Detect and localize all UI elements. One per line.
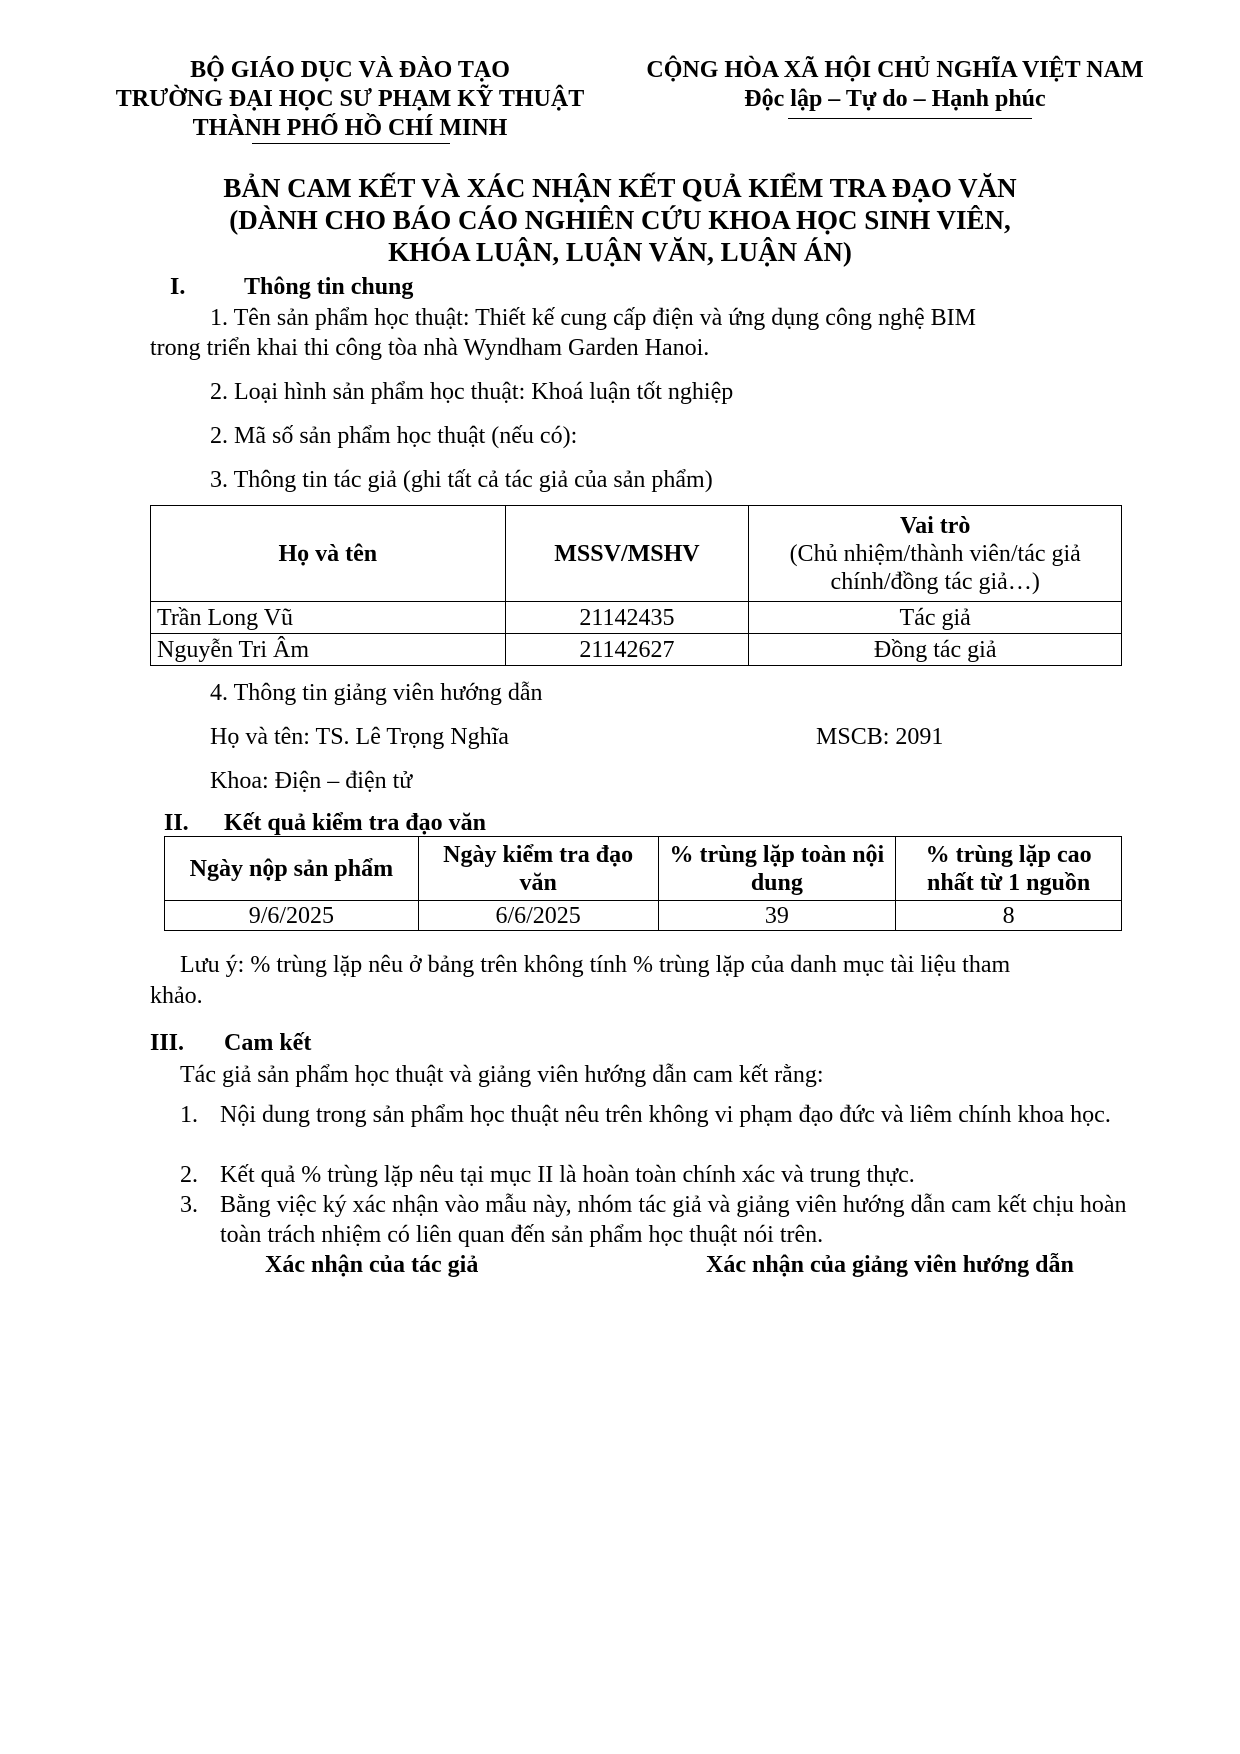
author-info-heading: 3. Thông tin tác giả (ghi tất cả tác giả của sản phẩm) <box>210 467 713 493</box>
national-header <box>620 56 1170 114</box>
list-number: 2. <box>180 1162 198 1188</box>
max-single-source: 8 <box>896 901 1122 931</box>
list-number: 3. <box>180 1192 198 1218</box>
author-name: Nguyễn Tri Âm <box>151 634 506 666</box>
col-header-check-date: Ngày kiểm tra đạo văn <box>418 837 658 901</box>
note-line-1: Lưu ý: % trùng lặp nêu ở bảng trên không tính % trùng lặp của danh mục tài liệu tham <box>180 952 1011 978</box>
advisor-heading: 4. Thông tin giảng viên hướng dẫn <box>210 680 543 706</box>
author-signature-label: Xác nhận của tác giả <box>265 1252 479 1278</box>
section-number: I. <box>170 274 186 300</box>
product-code: 2. Mã số sản phẩm học thuật (nếu có): <box>210 423 578 449</box>
role-header-note-2: chính/đồng tác giả…) <box>830 568 1040 595</box>
city-name: THÀNH PHỐ HỒ CHÍ MINH <box>192 115 508 141</box>
col-header-student-id: MSSV/MSHV <box>505 506 749 602</box>
author-name: Trần Long Vũ <box>151 602 506 634</box>
table-row <box>151 602 1122 634</box>
title-line-1: BẢN CAM KẾT VÀ XÁC NHẬN KẾT QUẢ KIỂM TRA ĐẠO VĂN <box>223 173 1017 203</box>
section-title: Cam kết <box>224 1030 312 1056</box>
col-header-submission-date: Ngày nộp sản phẩm <box>165 837 419 901</box>
list-text: Bằng việc ký xác nhận vào mẫu này, nhóm tác giả và giảng viên hướng dẫn cam kết chịu hoàn toàn trách nhiệm có liên quan đến sản phẩm học thuật nói trên. <box>220 1192 1127 1248</box>
country-name: CỘNG HÒA XÃ HỘI CHỦ NGHĨA VIỆT NAM <box>646 57 1144 83</box>
section-1-heading <box>170 274 770 304</box>
authors-table <box>150 505 1122 666</box>
list-text: Kết quả % trùng lặp nêu tại mục II là hoàn toàn chính xác và trung thực. <box>220 1162 915 1188</box>
check-date: 6/6/2025 <box>418 901 658 931</box>
advisor-name: Họ và tên: TS. Lê Trọng Nghĩa <box>210 724 509 750</box>
table-header-row <box>151 506 1122 602</box>
section-3-heading <box>150 1030 750 1060</box>
section-number: III. <box>150 1030 185 1056</box>
university-name: TRƯỜNG ĐẠI HỌC SƯ PHẠM KỸ THUẬT <box>115 86 585 112</box>
col-header-role <box>749 506 1122 602</box>
role-header-label: Vai trò <box>899 512 971 539</box>
document-title <box>150 172 1090 268</box>
section-title: Kết quả kiểm tra đạo văn <box>224 810 487 836</box>
product-name-line-2: trong triển khai thi công tòa nhà Wyndham Garden Hanoi. <box>150 335 710 361</box>
table-row <box>165 901 1122 931</box>
author-student-id: 21142627 <box>505 634 749 666</box>
col-header-total-similarity: % trùng lặp toàn nội dung <box>658 837 896 901</box>
note-line-2: khảo. <box>150 983 203 1009</box>
table-row <box>151 634 1122 666</box>
author-student-id: 21142435 <box>505 602 749 634</box>
title-line-2: (DÀNH CHO BÁO CÁO NGHIÊN CỨU KHOA HỌC SINH VIÊN, <box>229 205 1011 235</box>
section-number: II. <box>164 810 189 836</box>
author-role: Đồng tác giả <box>749 634 1122 666</box>
author-role: Tác giả <box>749 602 1122 634</box>
header-left-underline <box>252 143 450 144</box>
col-header-name: Họ và tên <box>151 506 506 602</box>
section-title: Thông tin chung <box>244 274 414 300</box>
table-header-row <box>165 837 1122 901</box>
header-right-underline <box>788 118 1032 119</box>
col-header-max-single-source: % trùng lặp cao nhất từ 1 nguồn <box>896 837 1122 901</box>
role-header-note-1: (Chủ nhiệm/thành viên/tác giả <box>789 540 1081 567</box>
submission-date: 9/6/2025 <box>165 901 419 931</box>
plagiarism-results-table <box>164 836 1122 931</box>
institution-header <box>90 56 610 143</box>
advisor-mscb: MSCB: 2091 <box>816 724 944 750</box>
commitment-intro: Tác giả sản phẩm học thuật và giảng viên hướng dẫn cam kết rằng: <box>180 1062 824 1088</box>
national-motto: Độc lập – Tự do – Hạnh phúc <box>744 86 1046 112</box>
advisor-signature-label: Xác nhận của giảng viên hướng dẫn <box>706 1252 1074 1278</box>
product-type: 2. Loại hình sản phẩm học thuật: Khoá luận tốt nghiệp <box>210 379 734 405</box>
list-number: 1. <box>180 1102 198 1128</box>
list-text: Nội dung trong sản phẩm học thuật nêu trên không vi phạm đạo đức và liêm chính khoa học. <box>220 1102 1111 1128</box>
ministry-name: BỘ GIÁO DỤC VÀ ĐÀO TẠO <box>190 57 510 83</box>
product-name-line-1: 1. Tên sản phẩm học thuật: Thiết kế cung cấp điện và ứng dụng công nghệ BIM <box>210 305 976 331</box>
title-line-3: KHÓA LUẬN, LUẬN VĂN, LUẬN ÁN) <box>388 237 852 267</box>
total-similarity: 39 <box>658 901 896 931</box>
advisor-faculty: Khoa: Điện – điện tử <box>210 768 413 794</box>
